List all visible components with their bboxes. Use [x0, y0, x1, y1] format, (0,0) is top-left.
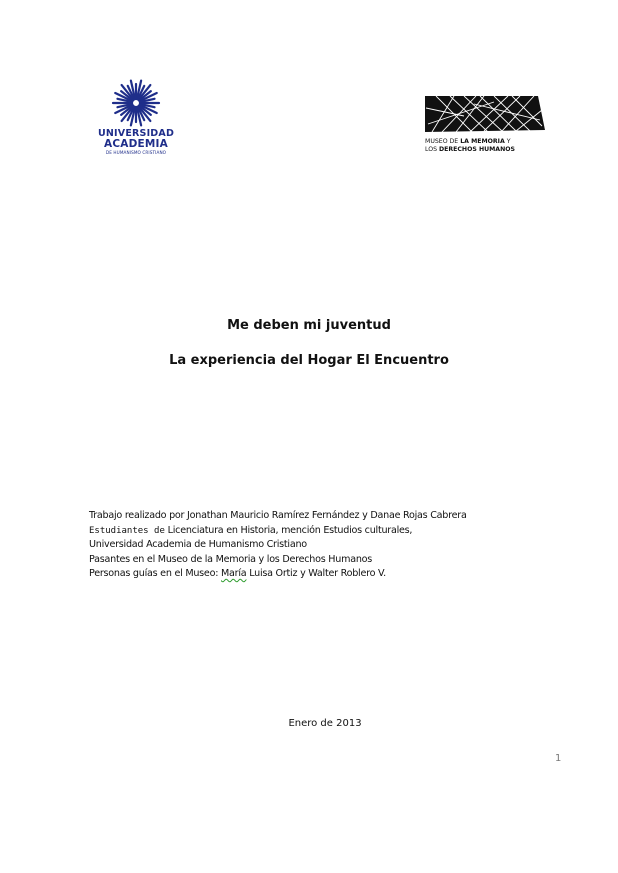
credits-line-students — [89, 524, 549, 539]
credits-students-program: Licenciatura en Historia, mención Estudios culturales, — [164, 524, 413, 536]
page-number: 1 — [555, 753, 562, 764]
document-date: Enero de 2013 — [288, 718, 362, 729]
logo-text-universidad: UNIVERSIDAD — [97, 128, 175, 139]
logo-text-museo-line1 — [425, 138, 549, 145]
universidad-academia-logo — [92, 78, 184, 158]
credits-line-interns: Pasantes en el Museo de la Memoria y los Derechos Humanos — [89, 553, 373, 565]
museo-line1-bold: LA MEMORIA — [460, 138, 505, 145]
credits-guides-prefix: Personas guías en el Museo: — [89, 568, 221, 579]
museum-building-icon — [424, 96, 546, 134]
credits-line-university: Universidad Academia de Humanismo Cristiano — [89, 539, 307, 550]
sunburst-icon — [109, 78, 163, 128]
museo-line2-bold: DERECHOS HUMANOS — [439, 146, 515, 153]
document-title: Me deben mi juventud — [227, 318, 391, 333]
credits-students-label: Estudiantes de — [89, 525, 165, 536]
museo-line1-suffix: Y — [504, 138, 511, 145]
credits-line-authors: Trabajo realizado por Jonathan Mauricio Ramírez Fernández y Danae Rojas Cabrera — [89, 510, 467, 521]
spellcheck-marked-word: María — [221, 568, 247, 579]
logo-text-museo-line2 — [425, 146, 549, 153]
logo-text-humanismo: DE HUMANISMO CRISTIANO — [105, 150, 167, 155]
credits-guides-suffix: Luisa Ortiz y Walter Roblero V. — [246, 568, 386, 579]
museo-memoria-logo — [424, 96, 548, 158]
credits-line-guides — [89, 567, 549, 582]
museo-line1-prefix: MUSEO DE — [425, 138, 461, 145]
museo-line2-prefix: LOS — [425, 146, 439, 153]
logo-text-academia: ACADEMIA — [104, 138, 168, 150]
credits-block — [89, 509, 549, 582]
document-subtitle: La experiencia del Hogar El Encuentro — [169, 353, 449, 368]
